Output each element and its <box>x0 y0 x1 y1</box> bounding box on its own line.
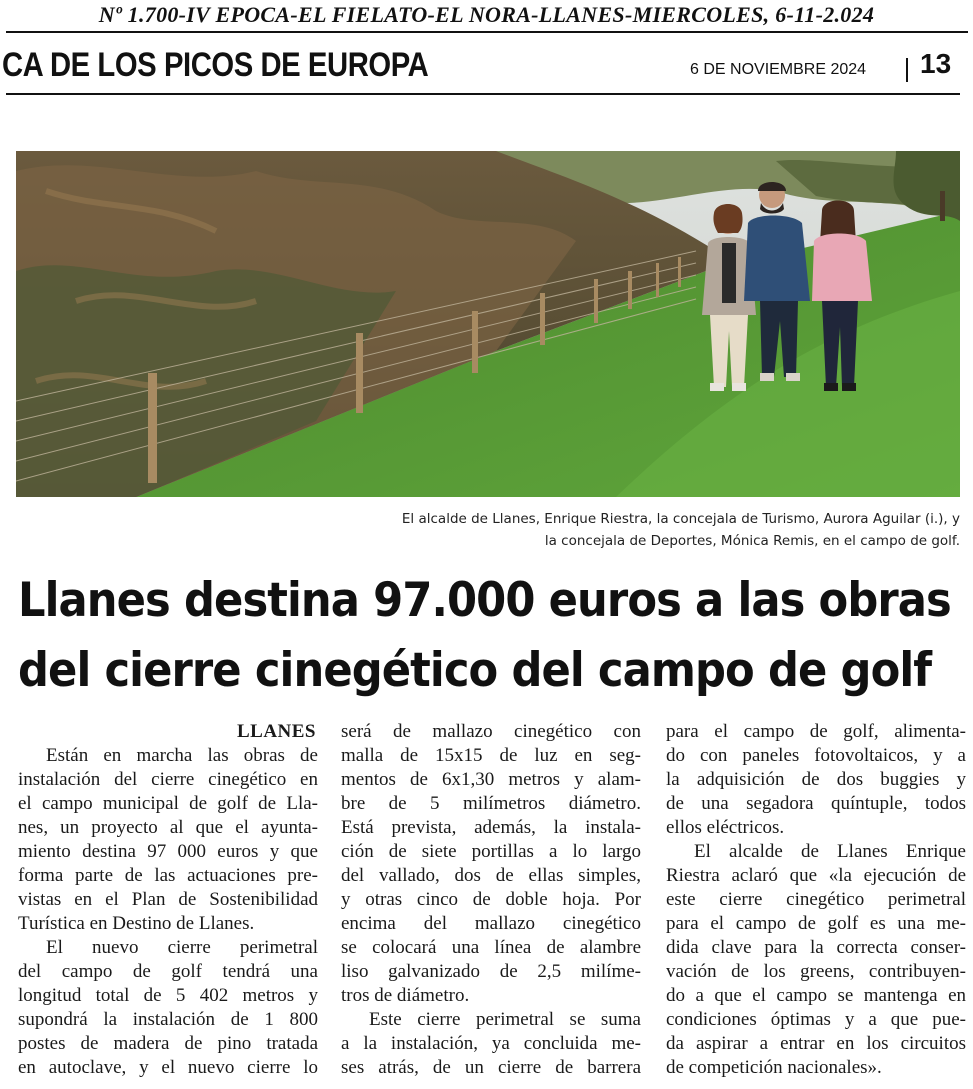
body-line: do con paneles fotovoltaicos, y a <box>666 745 966 766</box>
body-line: y otras cinco de doble hoja. Por <box>341 889 641 910</box>
body-line: encima del mallazo cinegético <box>341 913 641 934</box>
body-line: postes de madera de pino tratada <box>18 1033 318 1054</box>
body-line: supondrá la instalación de 1 800 <box>18 1009 318 1030</box>
body-line: ses atrás, de un cierre de barrera <box>341 1057 641 1078</box>
page-number: 13 <box>920 48 952 79</box>
body-line: bre de 5 milímetros diámetro. <box>341 793 641 814</box>
article-column-3 <box>666 720 966 1080</box>
article-headline <box>18 566 958 706</box>
body-line: instalación del cierre cinegético en <box>18 769 318 790</box>
body-line: vación de los greens, contribuyen- <box>666 961 966 982</box>
body-line: El nuevo cierre perimetral <box>46 937 318 958</box>
caption-line: la concejala de Deportes, Mónica Remis, en el campo de golf. <box>544 533 960 549</box>
body-line: Este cierre perimetral se suma <box>369 1009 641 1030</box>
byline: LLANES <box>236 721 316 742</box>
body-line: el campo municipal de golf de Lla- <box>18 793 318 814</box>
body-line: liso galvanizado de 2,5 milíme- <box>341 961 641 982</box>
body-line: vistas en el Plan de Sostenibilidad <box>18 889 318 910</box>
header-rule <box>6 93 960 95</box>
header-separator <box>906 58 908 82</box>
body-line: de competición nacionales». <box>666 1057 882 1078</box>
body-line: mentos de 6x1,30 metros y alam- <box>341 769 641 790</box>
body-line: Están en marcha las obras de <box>46 745 318 766</box>
article-column-2 <box>341 720 641 1080</box>
body-line: dida clave para la correcta conser- <box>666 937 966 958</box>
body-line: del vallado, dos de ellas simples, <box>341 865 641 886</box>
body-line: do a que el campo se mantenga en <box>666 985 966 1006</box>
headline-line: del cierre cinegético del campo de golf <box>18 643 932 698</box>
body-line: forma parte de las actuaciones pre- <box>18 865 318 886</box>
body-line: a la instalación, ya concluida me- <box>341 1033 641 1054</box>
body-line: para el campo de golf, alimenta- <box>666 721 966 742</box>
body-line: ellos eléctricos. <box>666 817 785 838</box>
body-line: será de mallazo cinegético con <box>341 721 641 742</box>
headline-line: Llanes destina 97.000 euros a las obras <box>18 573 951 628</box>
body-line: la adquisición de dos buggies y <box>666 769 966 790</box>
body-line: condiciones óptimas y a que pue- <box>666 1009 966 1030</box>
body-line: en autoclave, y el nuevo cierre lo <box>18 1057 318 1078</box>
body-line: tros de diámetro. <box>341 985 470 1006</box>
body-line: nes, un proyecto al que el ayunta- <box>18 817 318 838</box>
body-line: ción de siete portillas a lo largo <box>341 841 641 862</box>
photo-caption <box>160 508 960 552</box>
article-photo <box>16 151 960 497</box>
body-line: longitud total de 5 402 metros y <box>18 985 318 1006</box>
article-column-1 <box>18 720 318 1080</box>
body-line: malla de 15x15 de luz en seg- <box>341 745 641 766</box>
body-line: Está prevista, además, la instala- <box>341 817 641 838</box>
body-line: se colocará una línea de alambre <box>341 937 641 958</box>
page-date: 6 DE NOVIEMBRE 2024 <box>690 61 867 78</box>
body-line: este cierre cinegético perimetral <box>666 889 966 910</box>
body-line: Riestra aclaró que «la ejecución de <box>666 865 966 886</box>
body-line: da aspirar a entrar en los circuitos <box>666 1033 966 1054</box>
caption-line: El alcalde de Llanes, Enrique Riestra, la concejala de Turismo, Aurora Aguilar (i.), y <box>401 511 960 527</box>
top-rule <box>6 31 968 33</box>
body-line: El alcalde de Llanes Enrique <box>694 841 966 862</box>
clipping-reference: Nº 1.700-IV EPOCA-EL FIELATO-EL NORA-LLANES-MIERCOLES, 6-11-2.024 <box>98 2 875 27</box>
body-line: Turística en Destino de Llanes. <box>18 913 255 934</box>
body-line: miento destina 97 000 euros y que <box>18 841 318 862</box>
section-title: CA DE LOS PICOS DE EUROPA <box>2 46 429 84</box>
body-line: para el campo de golf es una me- <box>666 913 966 934</box>
body-line: de una segadora quíntuple, todos <box>666 793 966 814</box>
body-line: del campo de golf tendrá una <box>18 961 318 982</box>
